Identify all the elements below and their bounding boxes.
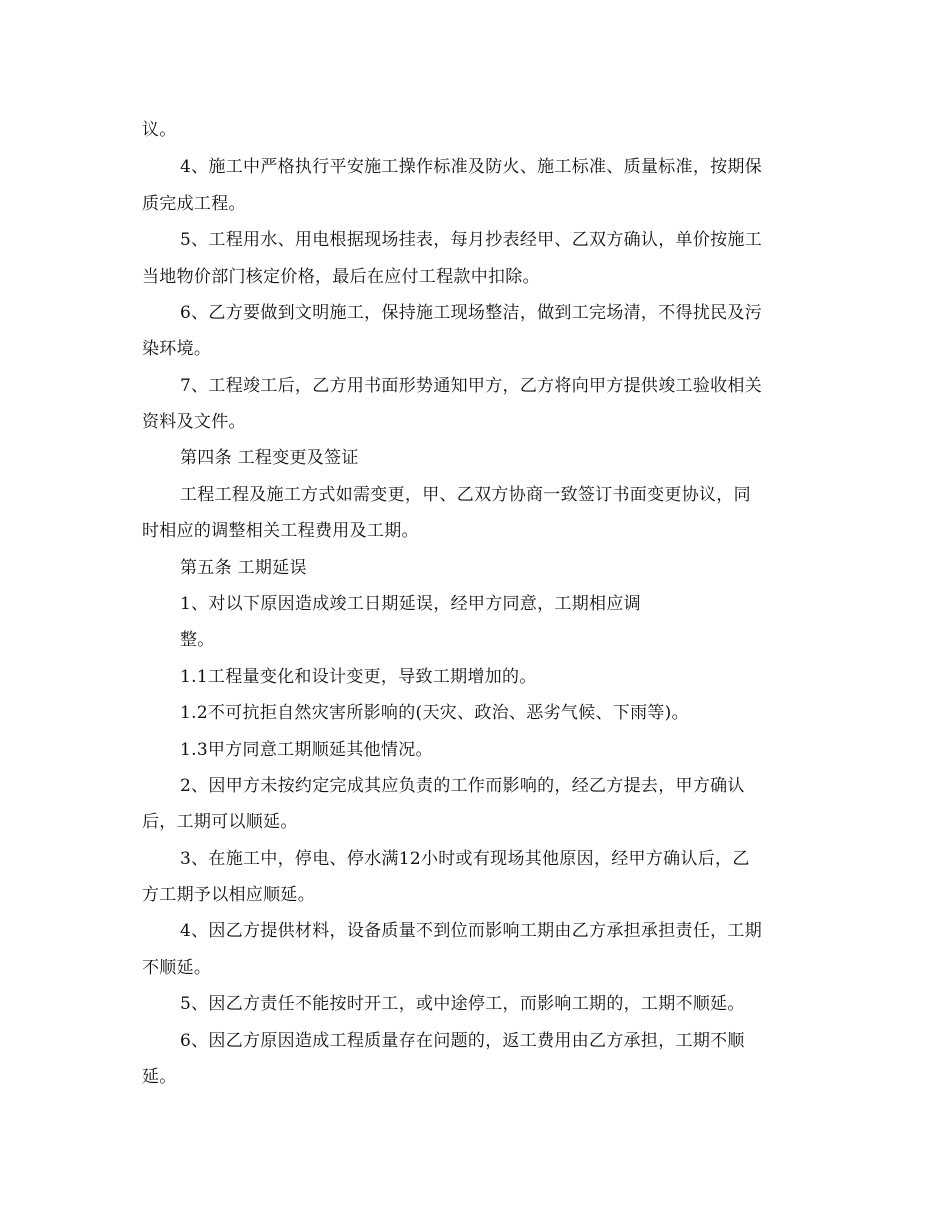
text-line: 工程工程及施工方式如需变更，甲、乙双方协商一致签订书面变更协议，同 — [180, 485, 751, 505]
text-line: 5、因乙方责任不能按时开工，或中途停工，而影响工期的，工期不顺延。 — [180, 994, 745, 1014]
text-line: 6、因乙方原因造成工程质量存在问题的，返工费用由乙方承担，工期不顺 — [180, 1031, 745, 1051]
text-line: 3、在施工中，停电、停水满12小时或有现场其他原因，经甲方确认后，乙 — [180, 849, 750, 869]
text-line: 方工期予以相应顺延。 — [142, 885, 315, 905]
text-line: 2、因甲方未按约定完成其应负责的工作而影响的，经乙方提去，甲方确认 — [180, 776, 745, 796]
text-line: 时相应的调整相关工程费用及工期。 — [142, 521, 419, 541]
text-line: 4、施工中严格执行平安施工操作标准及防火、施工标准、质量标准，按期保 — [180, 157, 763, 177]
text-line: 6、乙方要做到文明施工，保持施工现场整洁，做到工完场清，不得扰民及污 — [180, 303, 763, 323]
text-line: 后，工期可以顺延。 — [142, 812, 298, 832]
text-line: 4、因乙方提供材料，设备质量不到位而影响工期由乙方承担承担责任，工期 — [180, 921, 763, 941]
text-line: 当地物价部门核定价格，最后在应付工程款中扣除。 — [142, 267, 540, 287]
text-line: 1.2不可抗拒自然灾害所影响的(天灾、政治、恶劣气候、下雨等)。 — [180, 703, 689, 723]
text-line: 7、工程竣工后，乙方用书面形势通知甲方，乙方将向甲方提供竣工验收相关 — [180, 376, 763, 396]
text-line: 不顺延。 — [142, 958, 212, 978]
text-line: 议。 — [142, 120, 177, 140]
text-line: 整。 — [180, 630, 215, 650]
text-line: 1.1工程量变化和设计变更，导致工期增加的。 — [180, 667, 537, 687]
text-line: 1、对以下原因造成竣工日期延误，经甲方同意，工期相应调 — [180, 594, 641, 614]
text-line: 1.3甲方同意工期顺延其他情况。 — [180, 740, 433, 760]
section-heading: 第四条 工程变更及签证 — [180, 448, 359, 468]
text-line: 质完成工程。 — [142, 194, 246, 214]
text-line: 资料及文件。 — [142, 412, 246, 432]
text-line: 5、工程用水、用电根据现场挂表，每月抄表经甲、乙双方确认，单价按施工 — [180, 230, 763, 250]
section-heading: 第五条 工期延误 — [180, 558, 307, 578]
text-line: 延。 — [142, 1067, 177, 1087]
text-line: 染环境。 — [142, 339, 212, 359]
